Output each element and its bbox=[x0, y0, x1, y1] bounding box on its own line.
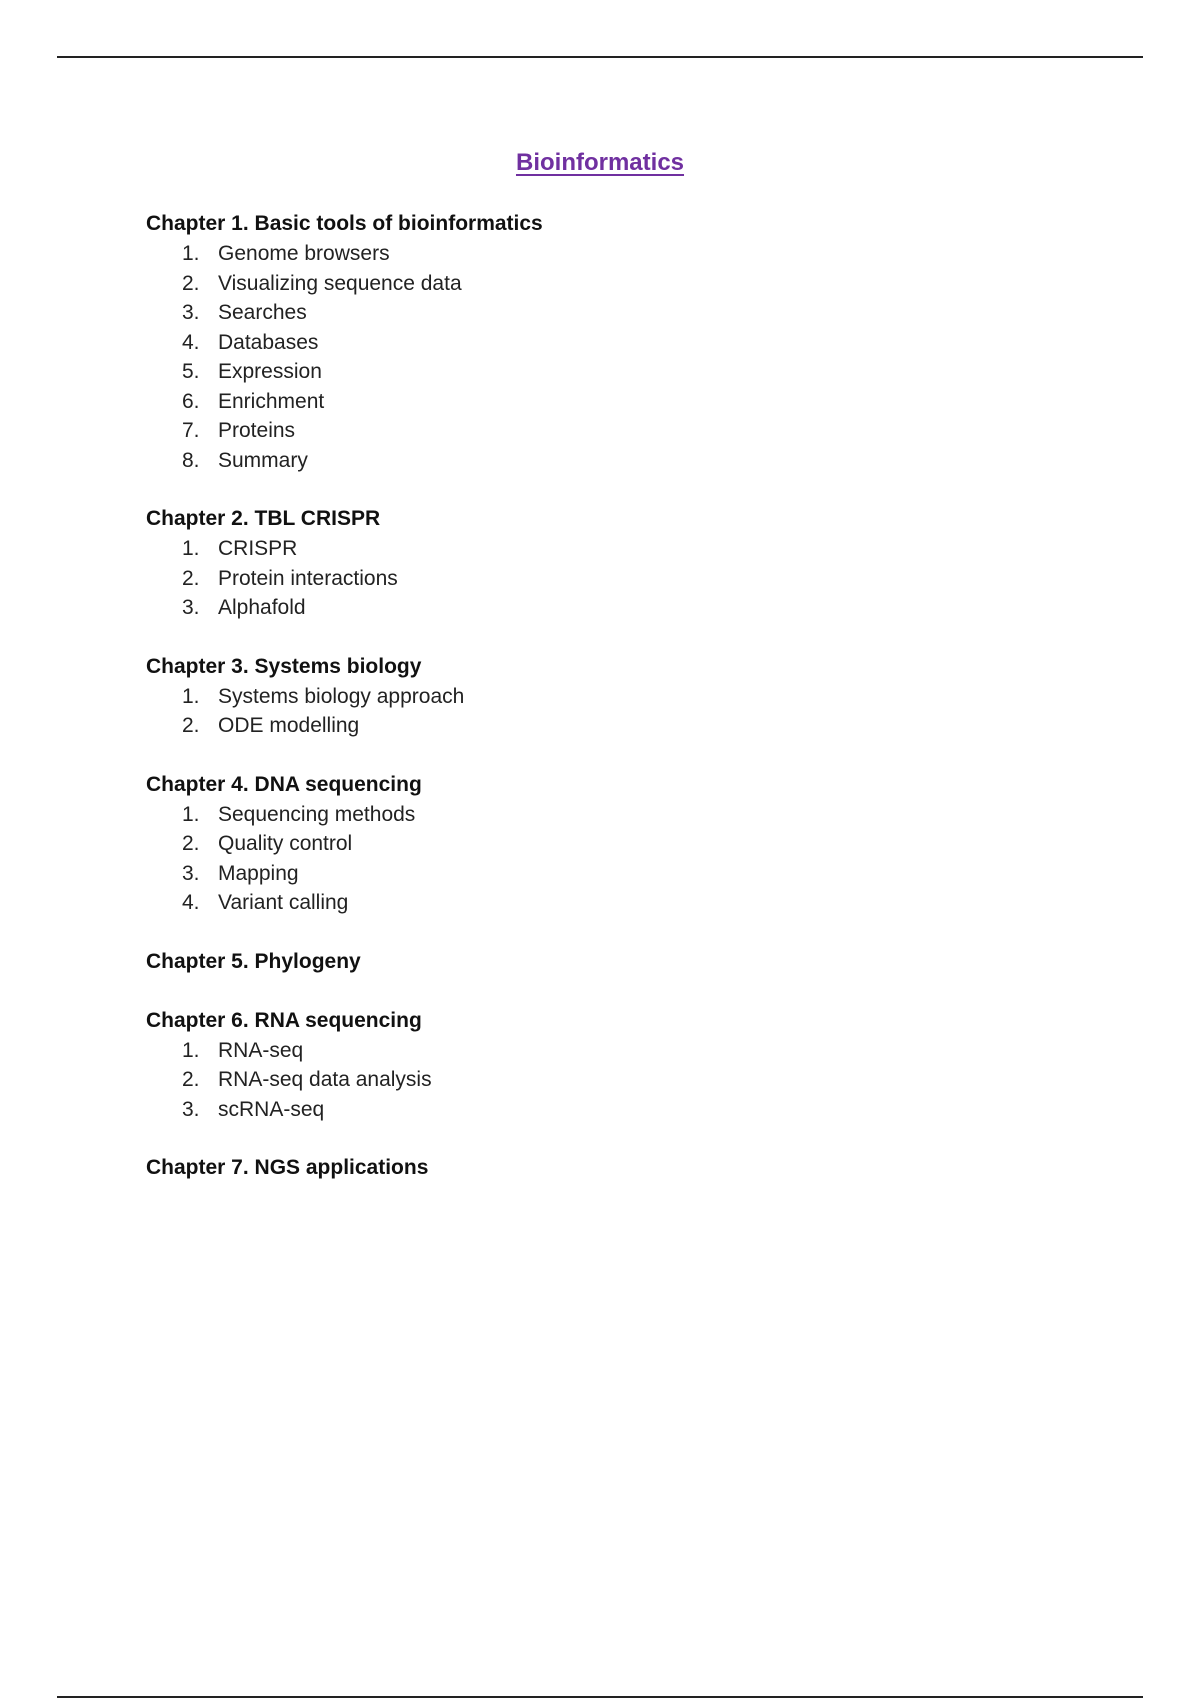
list-item bbox=[146, 1065, 1046, 1095]
list-item-label: Quality control bbox=[218, 832, 353, 855]
list-item-label: Proteins bbox=[218, 419, 296, 442]
list-item-number: 2. bbox=[182, 566, 200, 590]
list-item-label: scRNA-seq bbox=[218, 1097, 325, 1121]
list-item-number: 3. bbox=[182, 596, 200, 619]
list-item-label: Alphafold bbox=[218, 596, 306, 619]
list-item-label: Expression bbox=[218, 360, 322, 383]
list-item bbox=[146, 1036, 1046, 1066]
chapter-item-list bbox=[146, 534, 1046, 623]
list-item bbox=[146, 446, 1046, 476]
list-item bbox=[146, 711, 1046, 741]
chapter-heading: Chapter 5. Phylogeny bbox=[146, 949, 361, 973]
list-item-number: 4. bbox=[182, 330, 200, 354]
list-item-label: ODE modelling bbox=[218, 714, 360, 737]
list-item-label: Enrichment bbox=[218, 389, 325, 413]
list-item bbox=[146, 800, 1046, 830]
chapter-heading: Chapter 4. DNA sequencing bbox=[146, 772, 422, 796]
list-item-label: Systems biology approach bbox=[218, 684, 465, 708]
chapter-section bbox=[146, 770, 1046, 918]
chapter-section bbox=[146, 1006, 1046, 1125]
chapter-section bbox=[146, 1153, 1046, 1183]
list-item-number: 3. bbox=[182, 301, 200, 324]
list-item-number: 6. bbox=[182, 389, 200, 413]
chapter-section bbox=[146, 947, 1046, 977]
header-rule bbox=[57, 56, 1143, 58]
list-item-number: 1. bbox=[182, 802, 200, 826]
list-item-label: Mapping bbox=[218, 861, 299, 885]
chapter-heading: Chapter 6. RNA sequencing bbox=[146, 1008, 422, 1032]
chapter-heading: Chapter 3. Systems biology bbox=[146, 654, 422, 678]
document-title bbox=[0, 145, 1200, 181]
footer-rule bbox=[57, 1696, 1143, 1698]
list-item bbox=[146, 534, 1046, 564]
document-title-text: Bioinformatics bbox=[515, 149, 685, 176]
list-item-number: 1. bbox=[182, 684, 200, 708]
list-item-number: 2. bbox=[182, 271, 200, 295]
list-item bbox=[146, 387, 1046, 417]
list-item-number: 3. bbox=[182, 1097, 200, 1121]
list-item-number: 1. bbox=[182, 537, 200, 560]
chapter-item-list bbox=[146, 800, 1046, 918]
chapter-section bbox=[146, 652, 1046, 741]
chapter-section bbox=[146, 504, 1046, 623]
list-item bbox=[146, 564, 1046, 594]
list-item bbox=[146, 298, 1046, 328]
list-item-number: 2. bbox=[182, 832, 200, 855]
list-item-number: 3. bbox=[182, 861, 200, 885]
list-item-number: 7. bbox=[182, 419, 200, 442]
list-item-label: Genome browsers bbox=[218, 242, 390, 265]
list-item bbox=[146, 888, 1046, 918]
list-item bbox=[146, 269, 1046, 299]
list-item bbox=[146, 829, 1046, 859]
list-item-number: 4. bbox=[182, 891, 200, 914]
list-item-label: Variant calling bbox=[218, 891, 349, 914]
list-item bbox=[146, 328, 1046, 358]
chapter-heading: Chapter 7. NGS applications bbox=[146, 1156, 429, 1179]
chapter-item-list bbox=[146, 682, 1046, 741]
list-item-number: 1. bbox=[182, 242, 200, 265]
list-item-label: Summary bbox=[218, 448, 308, 472]
list-item bbox=[146, 859, 1046, 889]
list-item bbox=[146, 682, 1046, 712]
list-item-label: CRISPR bbox=[218, 537, 298, 560]
list-item-number: 2. bbox=[182, 714, 200, 737]
list-item bbox=[146, 416, 1046, 446]
table-of-contents bbox=[146, 209, 1046, 1212]
list-item bbox=[146, 593, 1046, 623]
list-item-number: 2. bbox=[182, 1068, 200, 1091]
list-item-label: RNA-seq bbox=[218, 1038, 304, 1062]
list-item-label: RNA-seq data analysis bbox=[218, 1068, 432, 1091]
list-item-label: Visualizing sequence data bbox=[218, 271, 462, 295]
list-item-number: 5. bbox=[182, 360, 200, 383]
chapter-heading: Chapter 1. Basic tools of bioinformatics bbox=[146, 212, 543, 235]
list-item bbox=[146, 1095, 1046, 1125]
list-item-number: 1. bbox=[182, 1038, 200, 1062]
list-item-label: Sequencing methods bbox=[218, 802, 416, 826]
list-item bbox=[146, 357, 1046, 387]
chapter-heading: Chapter 2. TBL CRISPR bbox=[146, 507, 381, 530]
chapter-item-list bbox=[146, 239, 1046, 475]
chapter-section bbox=[146, 209, 1046, 475]
list-item-label: Databases bbox=[218, 330, 319, 354]
list-item-label: Protein interactions bbox=[218, 566, 398, 590]
chapter-item-list bbox=[146, 1036, 1046, 1125]
list-item-number: 8. bbox=[182, 448, 200, 472]
list-item-label: Searches bbox=[218, 301, 307, 324]
list-item bbox=[146, 239, 1046, 269]
